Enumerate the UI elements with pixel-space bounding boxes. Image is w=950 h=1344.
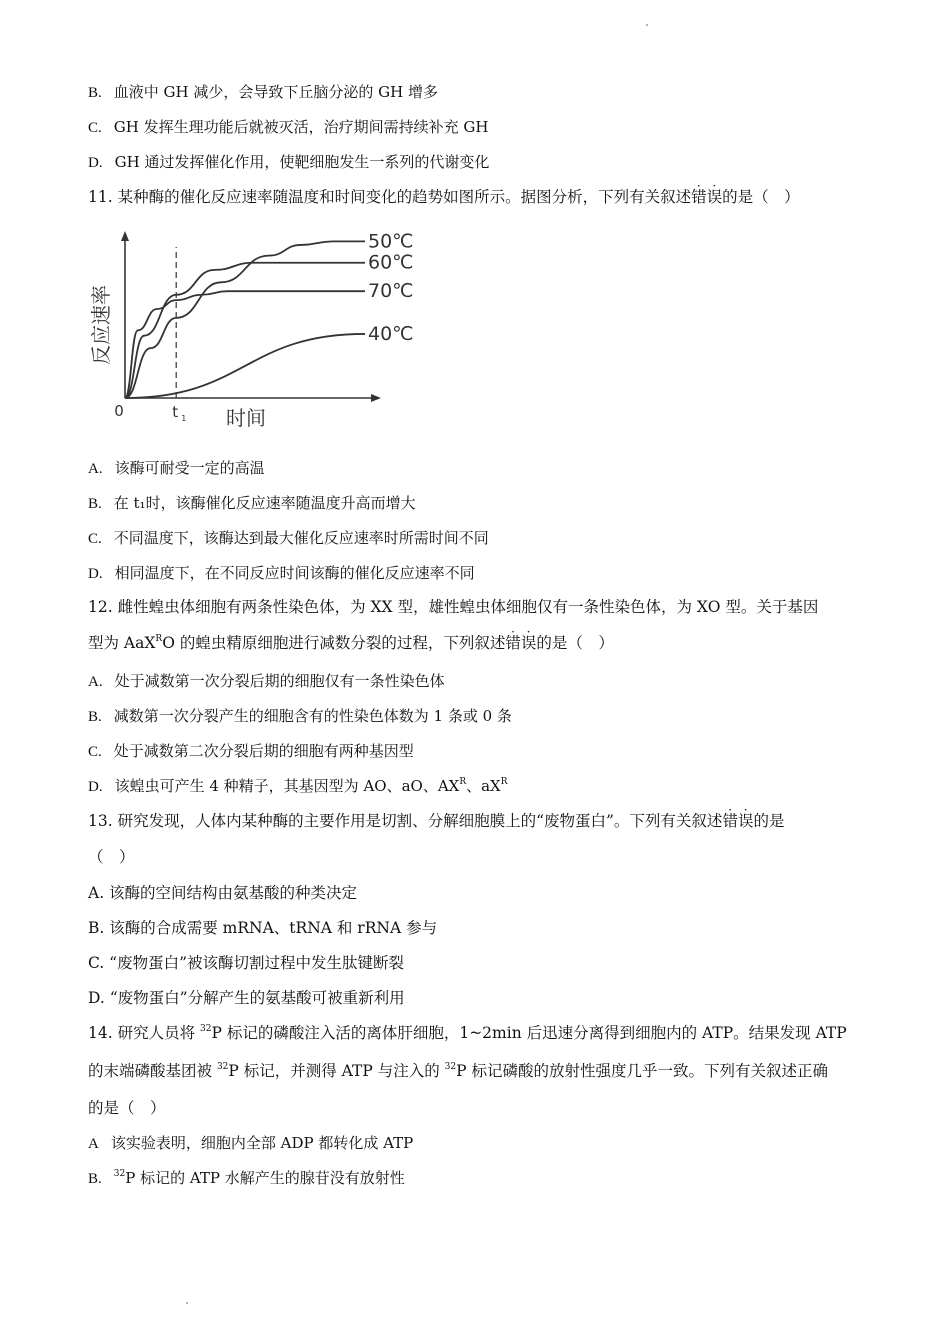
- q13-option-a: A. 该酶的空间结构由氨基酸的种类决定: [88, 884, 358, 902]
- q11-option-a: A. 该酶可耐受一定的高温: [88, 459, 265, 477]
- series-label-3: 40℃: [368, 322, 414, 345]
- x-axis-label: 时间: [226, 406, 266, 430]
- series-line-0: [125, 241, 365, 398]
- q13-option-c: C. “废物蛋白”被该酶切割过程中发生肽键断裂: [88, 954, 405, 972]
- q14-option-a: A 该实验表明，细胞内全部 ADP 都转化成 ATP: [88, 1134, 414, 1152]
- q12-stem-line2: 型为 AaX$^R$O 的蝗虫精原细胞进行减数分裂的过程，下列叙述错误的是（ ）: [88, 634, 614, 652]
- q10-option-c: C. GH 发挥生理功能后就被灭活，治疗期间需持续补充 GH: [88, 118, 489, 136]
- y-axis-arrow: [121, 231, 129, 241]
- t1-label: t: [172, 403, 179, 421]
- scan-speck: [186, 1302, 188, 1304]
- series-label-0: 50℃: [368, 230, 414, 253]
- q13-option-d: D. “废物蛋白”分解产生的氨基酸可被重新利用: [88, 989, 405, 1007]
- q11-stem: 11. 某种酶的催化反应速率随温度和时间变化的趋势如图所示。据图分析，下列有关叙述错误的是（ ）: [88, 188, 800, 206]
- q13-stem-paren: （ ）: [88, 848, 135, 866]
- q12-option-a: A. 处于减数第一次分裂后期的细胞仅有一条性染色体: [88, 672, 445, 690]
- emphasis-char: 错: [722, 812, 738, 830]
- q14-stem-line1: 14. 研究人员将 $^{32}$P 标记的磷酸注入活的离体肝细胞，1~2min 后迅速分离得到细胞内的 ATP。结果发现 ATP: [88, 1024, 847, 1042]
- q10-option-b: B. 血液中 GH 减少，会导致下丘脑分泌的 GH 增多: [88, 83, 438, 101]
- q12-stem-line1: 12. 雌性蝗虫体细胞有两条性染色体，为 XX 型，雄性蝗虫体细胞仅有一条性染色体，为 XO 型。关于基因: [88, 598, 819, 616]
- q13-stem: 13. 研究发现，人体内某种酶的主要作用是切割、分解细胞膜上的“废物蛋白”。下列有关叙述错误的是: [88, 812, 785, 830]
- series-label-1: 60℃: [368, 251, 414, 274]
- scan-speck: [646, 24, 648, 26]
- y-axis-label: 反应速率: [89, 285, 113, 365]
- t1-subscript: 1: [181, 414, 187, 423]
- q14-option-b: B. $^{32}$P 标记的 ATP 水解产生的腺苷没有放射性: [88, 1169, 405, 1187]
- series-line-3: [125, 334, 365, 398]
- series-line-1: [125, 263, 365, 398]
- enzyme-rate-chart: [88, 225, 428, 440]
- q11-option-d: D. 相同温度下，在不同反应时间该酶的催化反应速率不同: [88, 564, 475, 582]
- q14-stem-line2: 的末端磷酸基团被 $^{32}$P 标记，并测得 ATP 与注入的 $^{32}$P 标记磷酸的放射性强度几乎一致。下列有关叙述正确: [88, 1062, 828, 1080]
- q12-option-b: B. 减数第一次分裂产生的细胞含有的性染色体数为 1 条或 0 条: [88, 707, 512, 725]
- q10-option-d: D. GH 通过发挥催化作用，使靶细胞发生一系列的代谢变化: [88, 153, 490, 171]
- emphasis-char: 错: [505, 634, 521, 652]
- emphasis-char: 误: [737, 812, 754, 830]
- x-axis-arrow: [371, 394, 381, 402]
- emphasis-char: 误: [520, 634, 537, 652]
- q11-option-b: B. 在 t₁时，该酶催化反应速率随温度升高而增大: [88, 494, 416, 512]
- emphasis-char: 误: [706, 188, 723, 206]
- series-label-2: 70℃: [368, 280, 414, 303]
- q11-option-c: C. 不同温度下，该酶达到最大催化反应速率时所需时间不同: [88, 529, 489, 547]
- q12-option-c: C. 处于减数第二次分裂后期的细胞有两种基因型: [88, 742, 414, 760]
- q13-option-b: B. 该酶的合成需要 mRNA、tRNA 和 rRNA 参与: [88, 919, 438, 937]
- q12-option-d: D. 该蝗虫可产生 4 种精子，其基因型为 AO、aO、$AX^R$、$aX^R$: [88, 777, 508, 795]
- emphasis-char: 错: [691, 188, 707, 206]
- series-line-2: [125, 291, 365, 398]
- q14-stem-line3: 的是（ ）: [88, 1099, 166, 1117]
- origin-label: 0: [114, 402, 124, 420]
